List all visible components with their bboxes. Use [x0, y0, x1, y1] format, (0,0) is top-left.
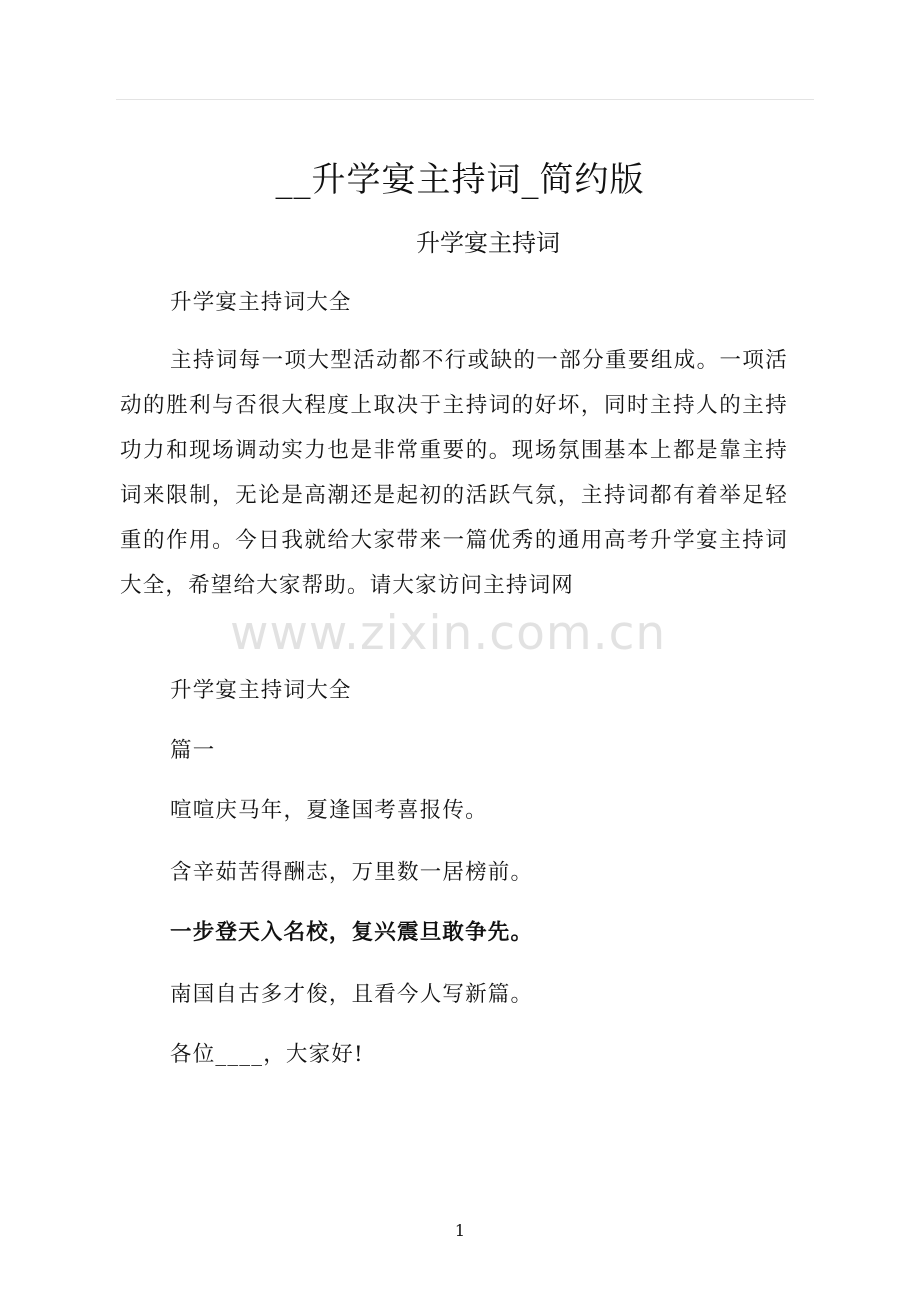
- document-subtitle: 升学宴主持词: [416, 229, 560, 257]
- page-number: 1: [454, 1221, 466, 1240]
- poem-line-1: 喧喧庆马年，夏逢国考喜报传。: [170, 798, 488, 823]
- intro-paragraph: 主持词每一项大型活动都不行或缺的一部分重要组成。一项活动的胜利与否很大程度上取决于主持词的好坏，同时主持人的主持功力和现场调动实力也是非常重要的。现场氛围基本上都是靠主持词来限制，无论是高潮还是起初的活跃气氛，主持词都有着举足轻重的作用。今日我就给大家带来一篇优秀的通用高考升学宴主持词大全，希望给大家帮助。请大家访问主持词网: [120, 348, 788, 598]
- poem-line-3: 一步登天入名校，复兴震旦敢争先。: [170, 920, 534, 945]
- poem-line-4: 南国自古多才俊，且看今人写新篇。: [170, 982, 534, 1007]
- greeting-line: 各位____，大家好!: [170, 1042, 364, 1067]
- watermark: www.zixin.com.cn: [230, 606, 667, 661]
- section-label: 篇一: [170, 738, 216, 763]
- section-heading-2: 升学宴主持词大全: [170, 678, 352, 703]
- header-rule: [116, 99, 814, 100]
- document-title: __升学宴主持词_简约版: [275, 160, 645, 200]
- section-heading-1: 升学宴主持词大全: [170, 290, 352, 315]
- poem-line-2: 含辛茹苦得酬志，万里数一居榜前。: [170, 860, 534, 885]
